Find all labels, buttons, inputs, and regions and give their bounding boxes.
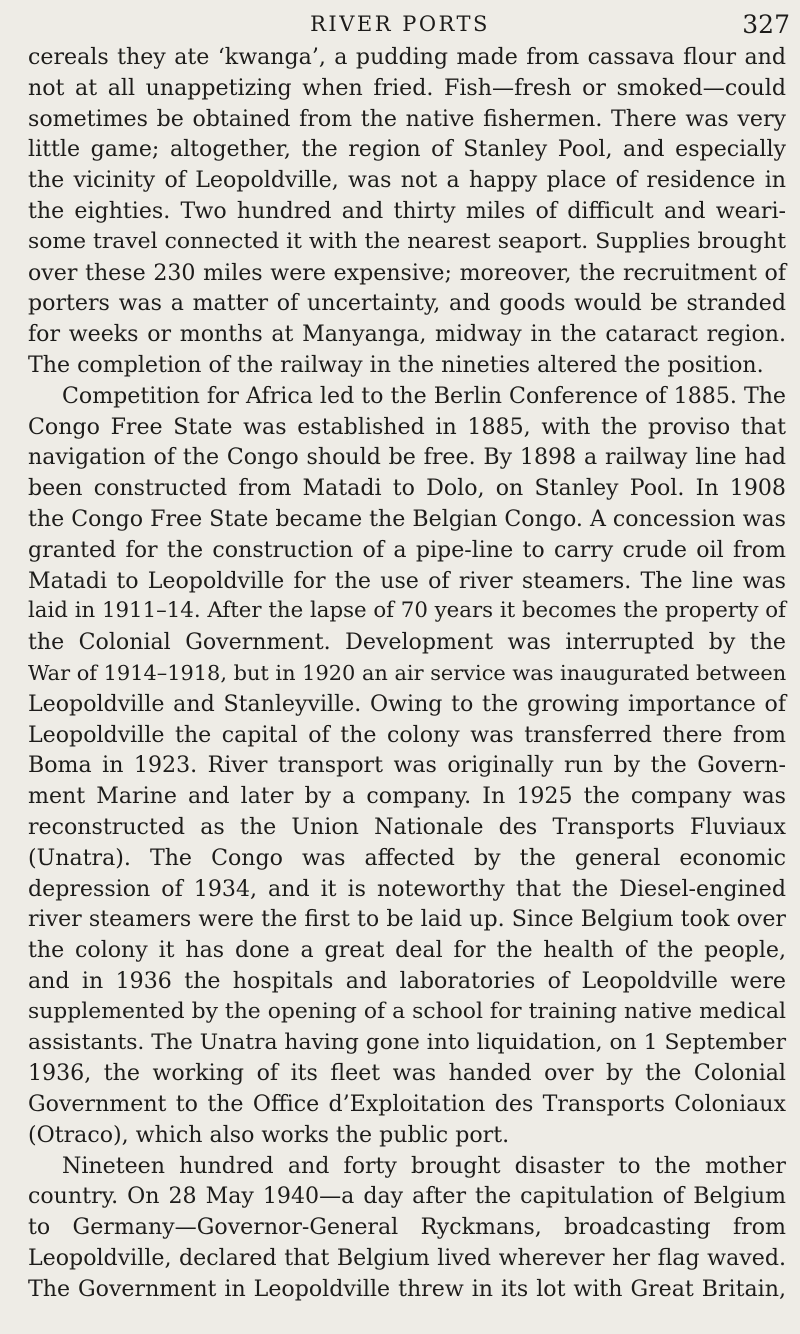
text-line: porters was a matter of uncertainty, and goods would be stranded xyxy=(28,290,786,317)
text-line: depression of 1934, and it is noteworthy that the Diesel-engined xyxy=(28,875,786,902)
text-line: The completion of the railway in the nineties altered the position. xyxy=(28,351,764,378)
text-line: assistants. The Unatra having gone into liquidation, on 1 September xyxy=(28,1029,786,1055)
text-line: (Unatra). The Congo was affected by the general economic xyxy=(28,844,786,871)
text-line: not at all unappetizing when fried. Fish—fresh or smoked—could xyxy=(28,74,786,101)
text-line: granted for the construction of a pipe-line to carry crude oil from xyxy=(28,536,786,563)
text-line: War of 1914–1918, but in 1920 an air service was inaugurated between xyxy=(28,660,787,685)
text-line: some travel connected it with the nearest seaport. Supplies brought xyxy=(28,228,786,254)
text-line: been constructed from Matadi to Dolo, on Stanley Pool. In 1908 xyxy=(28,475,786,502)
text-line: navigation of the Congo should be free. By 1898 a railway line had xyxy=(28,444,786,471)
text-line: and in 1936 the hospitals and laboratories of Leopoldville were xyxy=(28,967,786,994)
text-line: little game; altogether, the region of Stanley Pool, and especially xyxy=(28,136,786,163)
text-line: Boma in 1923. River transport was originally run by the Govern- xyxy=(28,752,786,779)
text-line: Nineteen hundred and forty brought disaster to the mother xyxy=(62,1152,786,1179)
text-line: cereals they ate ‘kwanga’, a pudding made from cassava flour and xyxy=(28,44,786,70)
text-line: reconstructed as the Union Nationale des Transports Fluviaux xyxy=(28,813,786,840)
text-line: ment Marine and later by a company. In 1925 the company was xyxy=(28,783,786,810)
text-line: the vicinity of Leopoldville, was not a happy place of residence in xyxy=(28,167,786,194)
running-head xyxy=(0,6,800,42)
text-line: Leopoldville and Stanleyville. Owing to the growing importance of xyxy=(28,690,786,717)
text-line: Leopoldville, declared that Belgium lived wherever her flag waved. xyxy=(28,1245,786,1272)
text-line: country. On 28 May 1940—a day after the capitulation of Belgium xyxy=(28,1183,786,1210)
text-line: laid in 1911–14. After the lapse of 70 years it becomes the property of xyxy=(28,598,786,624)
text-line: river steamers were the first to be laid up. Since Belgium took over xyxy=(28,906,786,933)
text-line: for weeks or months at Manyanga, midway in the cataract region. xyxy=(28,321,786,348)
text-line: 1936, the working of its fleet was handed over by the Colonial xyxy=(28,1060,786,1087)
text-line: the Congo Free State became the Belgian Congo. A concession was xyxy=(28,505,786,532)
page-number: 327 xyxy=(742,10,790,39)
text-line: Government to the Office d’Exploitation des Transports Coloniaux xyxy=(28,1091,786,1118)
text-line: Leopoldville the capital of the colony was transferred there from xyxy=(28,721,786,748)
text-line: Congo Free State was established in 1885, with the proviso that xyxy=(28,413,786,440)
running-title: RIVER PORTS xyxy=(310,12,490,36)
text-line: Competition for Africa led to the Berlin Conference of 1885. The xyxy=(62,382,786,409)
text-line: Matadi to Leopoldville for the use of river steamers. The line was xyxy=(28,567,786,594)
body-text xyxy=(28,42,786,1305)
text-line: supplemented by the opening of a school for training native medical xyxy=(28,998,786,1024)
text-line: sometimes be obtained from the native fishermen. There was very xyxy=(28,105,786,132)
text-line: the Colonial Government. Development was interrupted by the xyxy=(28,629,786,656)
text-line: the colony it has done a great deal for the health of the people, xyxy=(28,937,786,964)
text-line: over these 230 miles were expensive; moreover, the recruitment of xyxy=(28,259,786,286)
text-line: (Otraco), which also works the public port. xyxy=(28,1121,510,1148)
text-line: to Germany—Governor-General Ryckmans, broadcasting from xyxy=(28,1214,786,1241)
text-line: the eighties. Two hundred and thirty miles of difficult and weari- xyxy=(28,197,786,224)
text-line: The Government in Leopoldville threw in its lot with Great Britain, xyxy=(28,1275,786,1302)
